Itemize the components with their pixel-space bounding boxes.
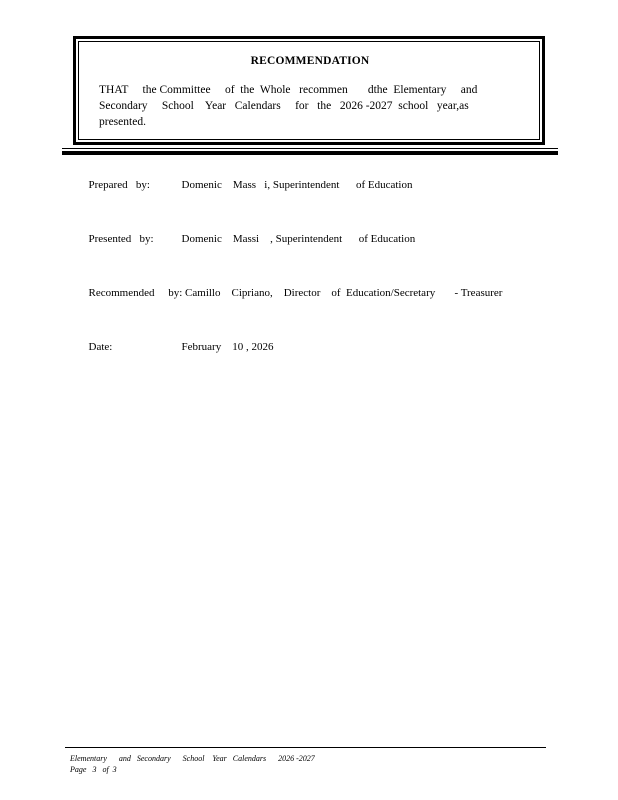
recommended-by-label: Recommended by: — [88, 287, 183, 299]
recommended-by-value: Camillo Cipriano, Director of Education/Secretary - Treasurer — [182, 287, 503, 299]
prepared-by-value: Domenic Mass i, Superintendent of Education — [181, 179, 413, 191]
signature-block — [72, 166, 502, 382]
presented-by-value: Domenic Massi , Superintendent of Education — [181, 233, 416, 245]
prepared-by-row — [72, 166, 502, 205]
recommendation-box-inner-border — [78, 41, 540, 140]
presented-by-label: Presented by: — [88, 233, 154, 245]
recommendation-body-line2: Secondary School Year Calendars for the 2026 -2027 school year,as presented. — [99, 100, 481, 128]
recommendation-body-line1: THAT the Committee of the Whole recommen dthe Elementary and — [99, 84, 478, 96]
separator-thick-line — [62, 151, 558, 155]
recommended-by-row — [72, 274, 502, 313]
footer-rule — [65, 747, 546, 748]
prepared-by-label: Prepared by: — [88, 179, 150, 191]
date-value: February 10 , 2026 — [181, 341, 274, 353]
section-separator-rule — [62, 148, 558, 155]
presented-by-row — [72, 220, 502, 259]
separator-thin-line — [62, 148, 558, 149]
footer-page-number: Page 3 of 3 — [70, 765, 117, 774]
date-row — [72, 328, 502, 367]
recommendation-box — [73, 36, 545, 145]
recommendation-body — [99, 82, 521, 130]
footer-document-title: Elementary and Secondary School Year Calendars 2026 -2027 — [70, 754, 315, 763]
recommendation-title: RECOMMENDATION — [250, 55, 370, 67]
footer — [70, 753, 315, 775]
date-label: Date: — [88, 341, 113, 353]
